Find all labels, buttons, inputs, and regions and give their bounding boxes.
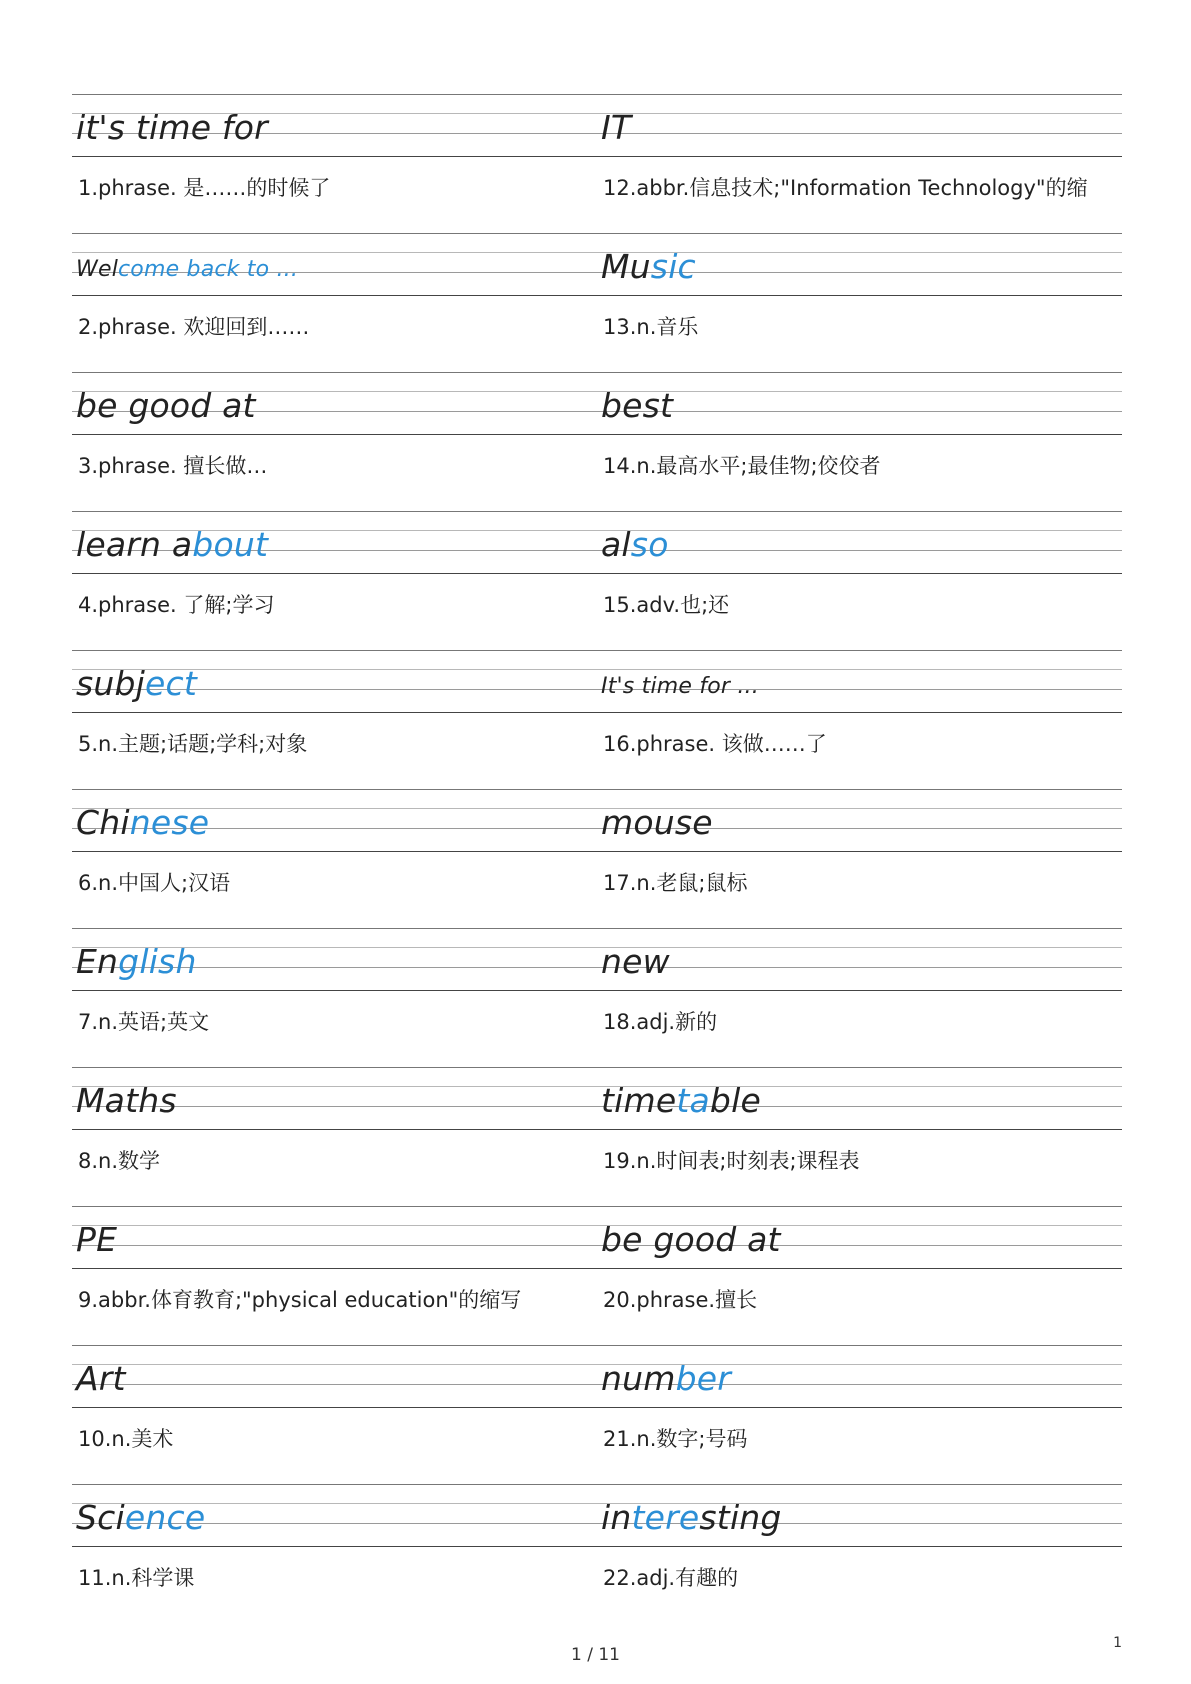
vocab-word	[601, 386, 674, 425]
vocab-definition: 16.phrase. 该做……了	[603, 732, 827, 756]
word-highlight: nese	[129, 803, 210, 842]
ruling-line	[597, 1345, 1122, 1346]
definition-row	[72, 296, 1122, 372]
word-cell	[597, 1345, 1122, 1408]
vocab-definition: 22.adj.有趣的	[603, 1566, 739, 1590]
word-row	[72, 650, 1122, 713]
word-cell	[597, 928, 1122, 991]
word-cell	[597, 511, 1122, 574]
ruling-line	[597, 530, 1122, 531]
word-highlight: ta	[676, 1081, 710, 1120]
page-number: 1	[1113, 1635, 1122, 1651]
vocab-definition: 17.n.老鼠;鼠标	[603, 871, 748, 895]
word-part: new	[601, 942, 670, 981]
definition-cell	[72, 296, 597, 372]
ruling-line	[597, 1067, 1122, 1068]
word-part: al	[601, 525, 631, 564]
definition-cell	[597, 991, 1122, 1067]
word-highlight: come back to ...	[118, 257, 299, 282]
definition-cell	[72, 1269, 597, 1345]
ruling-line	[72, 1206, 597, 1207]
word-part: Mu	[601, 247, 651, 286]
vocab-definition: 21.n.数字;号码	[603, 1427, 748, 1451]
definition-row	[72, 991, 1122, 1067]
ruling-line	[597, 1206, 1122, 1207]
word-cell	[72, 94, 597, 157]
ruling-line	[597, 550, 1122, 551]
word-cell	[72, 650, 597, 713]
ruling-line	[72, 1225, 597, 1226]
word-cell	[72, 1206, 597, 1269]
word-part: En	[76, 942, 119, 981]
definition-row	[72, 1130, 1122, 1206]
vocab-word	[76, 1081, 177, 1120]
vocab-word	[76, 942, 197, 981]
word-part: ble	[709, 1081, 761, 1120]
definition-row	[72, 435, 1122, 511]
definition-row	[72, 574, 1122, 650]
definition-cell	[72, 852, 597, 928]
vocab-definition: 19.n.时间表;时刻表;课程表	[603, 1149, 860, 1173]
vocab-word	[601, 1220, 781, 1259]
word-part: It's time for ...	[601, 674, 759, 699]
vocab-word	[601, 676, 759, 698]
definition-row	[72, 157, 1122, 233]
ruling-line	[72, 789, 597, 790]
word-part: in	[601, 1498, 632, 1537]
vocab-word	[601, 1081, 761, 1120]
ruling-line	[72, 252, 597, 253]
ruling-line	[72, 1384, 597, 1385]
word-cell	[597, 372, 1122, 435]
word-highlight: so	[630, 525, 669, 564]
ruling-line	[72, 233, 597, 234]
definition-cell	[72, 1547, 597, 1623]
definition-cell	[597, 574, 1122, 650]
definition-cell	[72, 1130, 597, 1206]
vocab-word	[76, 1498, 206, 1537]
word-part: PE	[76, 1220, 118, 1259]
definition-cell	[72, 435, 597, 511]
ruling-line	[597, 113, 1122, 114]
ruling-line	[597, 372, 1122, 373]
ruling-line	[597, 947, 1122, 948]
vocab-definition: 15.adv.也;还	[603, 593, 730, 617]
definition-cell	[72, 574, 597, 650]
definition-cell	[597, 1269, 1122, 1345]
word-row	[72, 1484, 1122, 1547]
page-indicator: 1 / 11	[571, 1645, 620, 1665]
word-cell	[72, 1345, 597, 1408]
vocab-word	[601, 525, 669, 564]
ruling-line	[72, 94, 597, 95]
ruling-line	[597, 411, 1122, 412]
vocab-definition: 9.abbr.体育教育;"physical education"的缩写	[78, 1288, 522, 1312]
definition-row	[72, 1547, 1122, 1623]
word-cell	[597, 650, 1122, 713]
word-part: Chi	[76, 803, 130, 842]
ruling-line	[72, 1484, 597, 1485]
word-cell	[72, 789, 597, 852]
vocab-word	[76, 803, 210, 842]
word-cell	[72, 1067, 597, 1130]
word-cell	[72, 511, 597, 574]
vocab-word	[76, 108, 268, 147]
definition-cell	[597, 1130, 1122, 1206]
definition-cell	[72, 991, 597, 1067]
word-part: be good at	[76, 386, 256, 425]
ruling-line	[597, 967, 1122, 968]
vocab-word	[76, 1220, 118, 1259]
word-cell	[597, 1484, 1122, 1547]
word-part: subj	[76, 664, 146, 703]
vocab-word	[76, 664, 198, 703]
vocab-definition: 10.n.美术	[78, 1427, 174, 1451]
vocab-definition: 3.phrase. 擅长做…	[78, 454, 268, 478]
word-part: learn a	[76, 525, 193, 564]
definition-cell	[597, 1408, 1122, 1484]
word-row	[72, 511, 1122, 574]
ruling-line	[597, 133, 1122, 134]
ruling-line	[597, 789, 1122, 790]
vocabulary-sheet	[72, 94, 1122, 1623]
word-cell	[597, 1206, 1122, 1269]
vocab-definition: 11.n.科学课	[78, 1566, 195, 1590]
definition-cell	[72, 713, 597, 789]
ruling-line	[597, 233, 1122, 234]
definition-row	[72, 852, 1122, 928]
vocab-definition: 7.n.英语;英文	[78, 1010, 210, 1034]
definition-cell	[72, 157, 597, 233]
definition-row	[72, 713, 1122, 789]
definition-cell	[597, 296, 1122, 372]
definition-cell	[597, 1547, 1122, 1623]
word-cell	[72, 372, 597, 435]
vocab-definition: 14.n.最高水平;最佳物;佼佼者	[603, 454, 881, 478]
ruling-line	[72, 928, 597, 929]
ruling-line	[72, 372, 597, 373]
vocab-definition: 1.phrase. 是……的时候了	[78, 176, 331, 200]
definition-cell	[597, 157, 1122, 233]
word-part: Sci	[76, 1498, 125, 1537]
word-part: num	[601, 1359, 676, 1398]
word-row	[72, 928, 1122, 991]
word-part: it's time for	[76, 108, 268, 147]
word-part: best	[601, 386, 674, 425]
definition-cell	[72, 1408, 597, 1484]
vocab-word	[76, 386, 256, 425]
word-highlight: ber	[675, 1359, 731, 1398]
ruling-line	[597, 650, 1122, 651]
word-highlight: tere	[631, 1498, 700, 1537]
word-row	[72, 94, 1122, 157]
ruling-line	[72, 1067, 597, 1068]
ruling-line	[597, 669, 1122, 670]
vocab-word	[601, 1498, 782, 1537]
word-part: IT	[601, 108, 632, 147]
definition-row	[72, 1269, 1122, 1345]
word-highlight: ence	[124, 1498, 206, 1537]
word-row	[72, 372, 1122, 435]
vocab-word	[76, 525, 269, 564]
word-cell	[72, 233, 597, 296]
definition-cell	[597, 713, 1122, 789]
word-part: Maths	[76, 1081, 177, 1120]
ruling-line	[72, 1364, 597, 1365]
word-highlight: sic	[650, 247, 696, 286]
vocab-definition: 6.n.中国人;汉语	[78, 871, 231, 895]
word-highlight: glish	[118, 942, 197, 981]
word-cell	[597, 233, 1122, 296]
vocab-definition: 2.phrase. 欢迎回到……	[78, 315, 310, 339]
vocab-definition: 18.adj.新的	[603, 1010, 718, 1034]
vocab-definition: 12.abbr.信息技术;"Information Technology"的缩	[603, 176, 1088, 200]
word-part: sting	[699, 1498, 782, 1537]
word-row	[72, 233, 1122, 296]
word-highlight: ect	[145, 664, 198, 703]
word-part: mouse	[601, 803, 713, 842]
vocab-word	[601, 1359, 731, 1398]
ruling-line	[597, 928, 1122, 929]
vocab-definition: 20.phrase.擅长	[603, 1288, 758, 1312]
ruling-line	[72, 1345, 597, 1346]
ruling-line	[72, 511, 597, 512]
vocab-definition: 5.n.主题;话题;学科;对象	[78, 732, 308, 756]
word-part: time	[601, 1081, 677, 1120]
word-row	[72, 1206, 1122, 1269]
vocab-definition: 4.phrase. 了解;学习	[78, 593, 275, 617]
word-part: Wel	[76, 257, 119, 282]
word-row	[72, 1067, 1122, 1130]
ruling-line	[597, 511, 1122, 512]
word-row	[72, 1345, 1122, 1408]
definition-cell	[597, 435, 1122, 511]
ruling-line	[597, 1484, 1122, 1485]
vocab-word	[76, 259, 298, 281]
ruling-line	[72, 1245, 597, 1246]
vocab-word	[601, 803, 713, 842]
word-part: Art	[76, 1359, 126, 1398]
ruling-line	[597, 94, 1122, 95]
vocab-word	[601, 108, 632, 147]
word-part: be good at	[601, 1220, 781, 1259]
ruling-line	[72, 650, 597, 651]
word-cell	[72, 928, 597, 991]
definition-row	[72, 1408, 1122, 1484]
definition-cell	[597, 852, 1122, 928]
ruling-line	[597, 391, 1122, 392]
word-cell	[597, 1067, 1122, 1130]
word-cell	[597, 789, 1122, 852]
word-row	[72, 789, 1122, 852]
vocab-definition: 13.n.音乐	[603, 315, 699, 339]
word-cell	[597, 94, 1122, 157]
vocab-word	[601, 247, 696, 286]
word-highlight: bout	[192, 525, 269, 564]
vocab-word	[76, 1359, 126, 1398]
vocab-definition: 8.n.数学	[78, 1149, 161, 1173]
word-cell	[72, 1484, 597, 1547]
vocab-word	[601, 942, 670, 981]
